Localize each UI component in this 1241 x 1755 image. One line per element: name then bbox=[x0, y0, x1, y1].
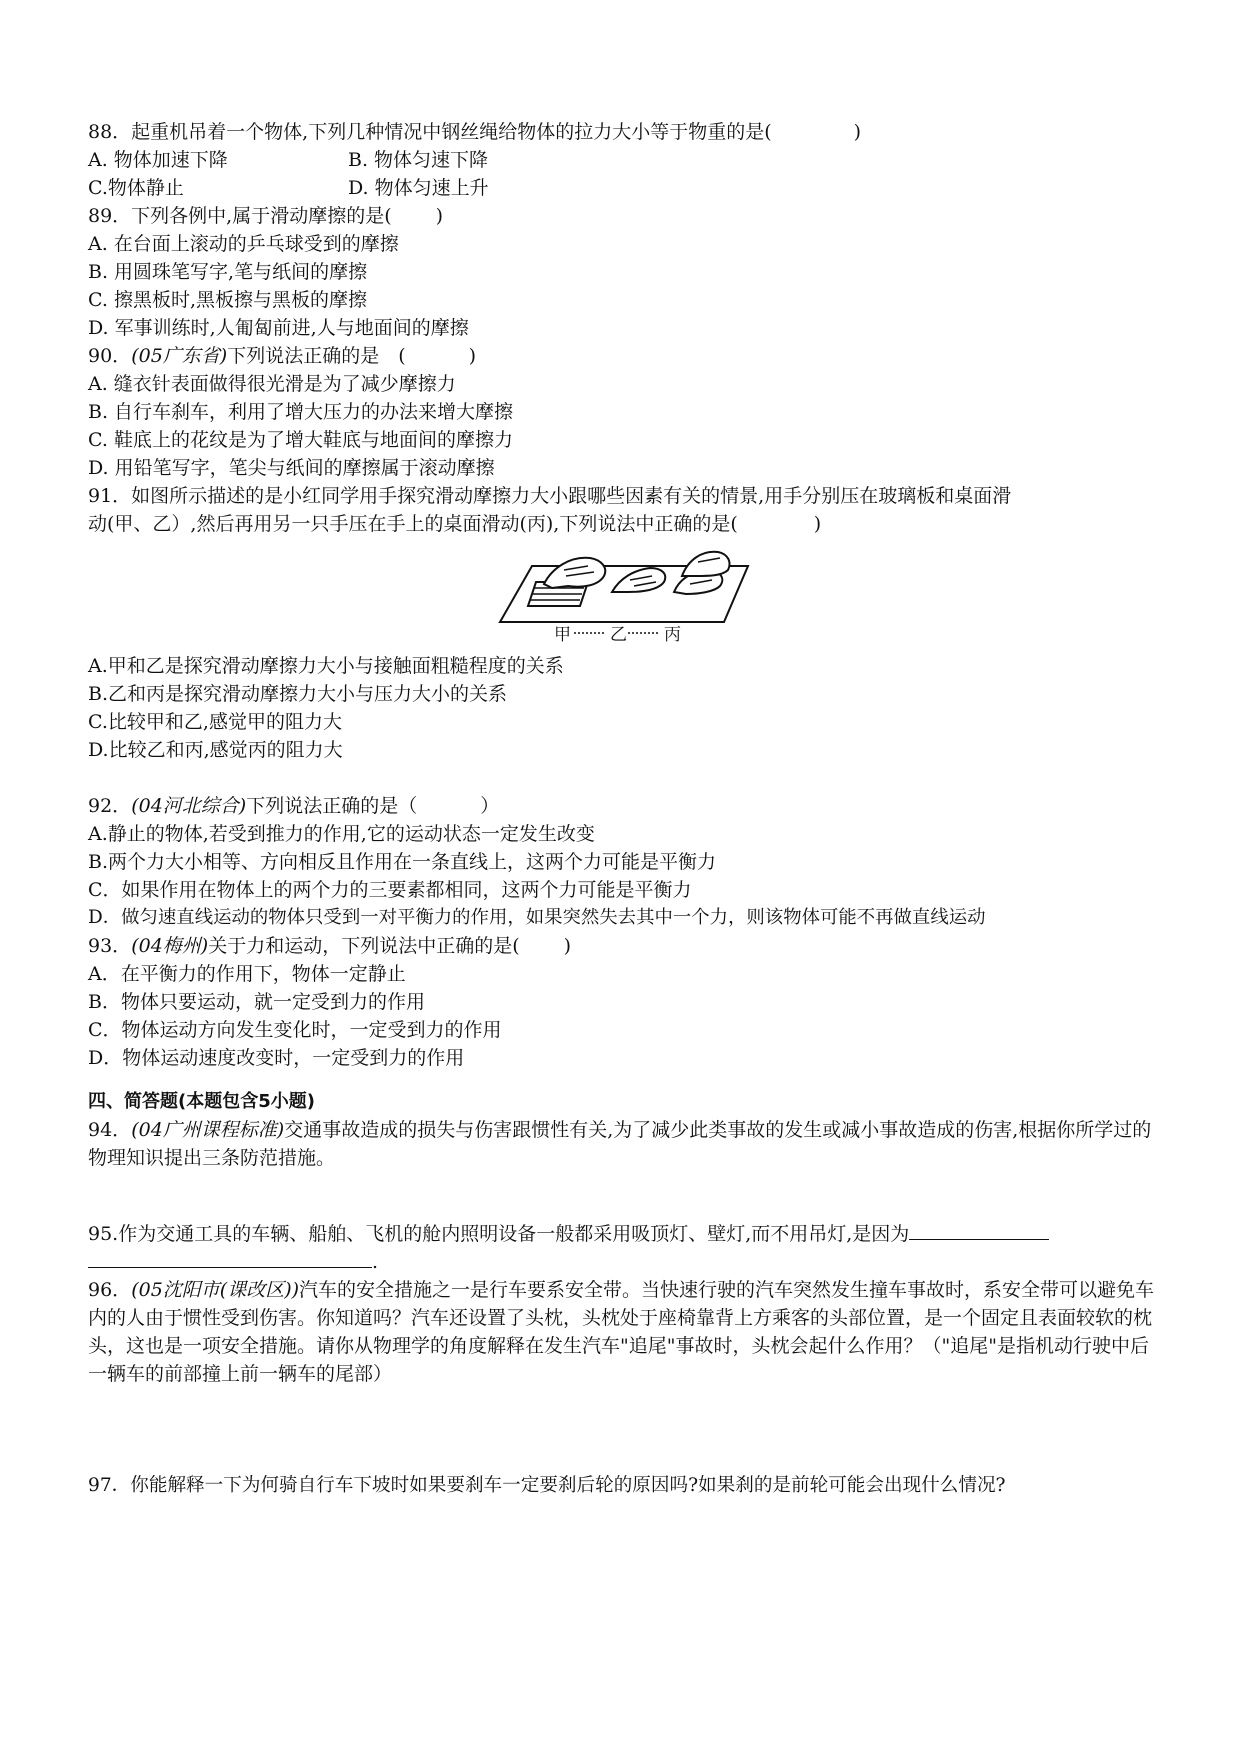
q89-option-d: D. 军事训练时,人匍匐前进,人与地面间的摩擦 bbox=[88, 317, 469, 339]
q94-number: 94． bbox=[88, 1119, 132, 1141]
q96-text: 汽车的安全措施之一是行车要系安全带。当快速行驶的汽车突然发生撞车事故时，系安全带可以避免车内的人由于惯性受到伤害。你知道吗？汽车还设置了头枕，头枕处于座椅靠背上方乘客的头部位置，是一个固定且表面较软的枕头，这也是一项安全措施。请你从物理学的角度解释在发生汽车"追尾"事故时，头枕会起什么作用？（"追尾"是指机动行驶中后一辆车的前部撞上前一辆车的尾部） bbox=[88, 1279, 1155, 1385]
q88-options-row2 bbox=[88, 174, 1158, 202]
q89-option-c: C. 擦黑板时,黑板擦与黑板的摩擦 bbox=[88, 289, 367, 311]
q92-number: 92． bbox=[88, 795, 132, 817]
q90-option-a: A. 缝衣针表面做得很光滑是为了减少摩擦力 bbox=[88, 373, 456, 395]
q93-option-c: C．物体运动方向发生变化时，一定受到力的作用 bbox=[88, 1019, 502, 1041]
q94-question bbox=[88, 1116, 1158, 1172]
q89-stem: 89．下列各例中,属于滑动摩擦的是( ) bbox=[88, 205, 444, 227]
q96-question bbox=[88, 1276, 1158, 1388]
q95-end: . bbox=[372, 1251, 379, 1273]
section-heading: 四、简答题(本题包含5小题) bbox=[88, 1091, 315, 1112]
q90-source: (05广东省) bbox=[131, 345, 228, 367]
q92-stem: 下列说法正确的是（ ） bbox=[246, 795, 500, 817]
q91-stem-line1: 91．如图所示描述的是小红同学用手探究滑动摩擦力大小跟哪些因素有关的情景,用手分别压在玻璃板和桌面滑 bbox=[88, 485, 1012, 507]
q92-option-d: D．做匀速直线运动的物体只受到一对平衡力的作用，如果突然失去其中一个力，则该物体可能不再做直线运动 bbox=[88, 907, 986, 928]
q93-source: (04梅州) bbox=[131, 935, 209, 957]
q90-stem-line bbox=[88, 342, 1158, 370]
q95-answer-blank[interactable] bbox=[909, 1221, 1049, 1240]
q95-text: 95.作为交通工具的车辆、船舶、飞机的舱内照明设备一般都采用吸顶灯、壁灯,而不用吊灯,是因为 bbox=[88, 1223, 910, 1245]
q95-question-line2 bbox=[88, 1248, 1158, 1276]
q92-option-c: C．如果作用在物体上的两个力的三要素都相同，这两个力可能是平衡力 bbox=[88, 879, 692, 901]
spacer bbox=[88, 764, 1158, 792]
q89-option-b: B. 用圆珠笔写字,笔与纸间的摩擦 bbox=[88, 261, 368, 283]
worksheet-content bbox=[88, 118, 1158, 1500]
q90-option-c: C. 鞋底上的花纹是为了增大鞋底与地面间的摩擦力 bbox=[88, 429, 513, 451]
q93-option-d: D．物体运动速度改变时，一定受到力的作用 bbox=[88, 1047, 465, 1069]
q90-option-b: B. 自行车刹车，利用了增大压力的办法来增大摩擦 bbox=[88, 401, 514, 423]
spacer bbox=[88, 1172, 1158, 1220]
q92-stem-line bbox=[88, 792, 1158, 820]
q93-stem-line bbox=[88, 932, 1158, 960]
q91-option-d: D.比较乙和丙,感觉丙的阻力大 bbox=[88, 739, 343, 761]
q92-source: (04河北综合) bbox=[131, 795, 247, 817]
q96-source: (05沈阳市(课改区)) bbox=[131, 1279, 300, 1301]
q91-option-c: C.比较甲和乙,感觉甲的阻力大 bbox=[88, 711, 342, 733]
q88-option-d: D. 物体匀速上升 bbox=[348, 177, 489, 199]
q94-text: 交通事故造成的损失与伤害跟惯性有关,为了减少此类事故的发生或减小事故造成的伤害,根据你所学过的物理知识提出三条防范措施。 bbox=[88, 1119, 1152, 1169]
q88-options-row1 bbox=[88, 146, 1158, 174]
figure-label-yi: 乙 bbox=[610, 625, 627, 644]
q89-option-a: A. 在台面上滚动的乒乓球受到的摩擦 bbox=[88, 233, 399, 255]
q96-number: 96． bbox=[88, 1279, 132, 1301]
friction-experiment-illustration bbox=[492, 544, 752, 644]
q91-figure bbox=[88, 544, 1158, 646]
q90-number: 90． bbox=[88, 345, 132, 367]
spacer bbox=[88, 1388, 1158, 1472]
q88-stem: 88．起重机吊着一个物体,下列几种情况中钢丝绳给物体的拉力大小等于物重的是( ) bbox=[88, 121, 862, 143]
q95-answer-blank-continued[interactable] bbox=[88, 1249, 372, 1268]
q90-option-d: D. 用铅笔写字，笔尖与纸间的摩擦属于滚动摩擦 bbox=[88, 457, 495, 479]
q93-option-b: B．物体只要运动，就一定受到力的作用 bbox=[88, 991, 425, 1013]
q91-option-a: A.甲和乙是探究滑动摩擦力大小与接触面粗糙程度的关系 bbox=[88, 655, 564, 677]
q97-question: 97．你能解释一下为何骑自行车下坡时如果要刹车一定要刹后轮的原因吗?如果刹的是前轮可能会出现什么情况? bbox=[88, 1475, 1006, 1496]
q91-stem-line2: 动(甲、乙）,然后再用另一只手压在手上的桌面滑动(丙),下列说法中正确的是( ) bbox=[88, 513, 822, 535]
q90-stem: 下列说法正确的是 ( ) bbox=[227, 345, 477, 367]
q88-option-a: A. 物体加速下降 bbox=[88, 149, 228, 171]
q93-stem: 关于力和运动，下列说法中正确的是( ) bbox=[208, 935, 572, 957]
figure-label-jia: 甲 bbox=[554, 625, 571, 644]
q94-source: (04广州课程标准) bbox=[131, 1119, 285, 1141]
q91-option-b: B.乙和丙是探究滑动摩擦力大小与压力大小的关系 bbox=[88, 683, 508, 705]
q88-option-b: B. 物体匀速下降 bbox=[348, 149, 489, 171]
q92-option-b: B.两个力大小相等、方向相反且作用在一条直线上，这两个力可能是平衡力 bbox=[88, 851, 717, 873]
q92-option-a: A.静止的物体,若受到推力的作用,它的运动状态一定发生改变 bbox=[88, 823, 595, 845]
q93-option-a: A．在平衡力的作用下，物体一定静止 bbox=[88, 963, 406, 985]
figure-label-bing: 丙 bbox=[664, 625, 681, 644]
q95-question-line1 bbox=[88, 1220, 1158, 1248]
q88-option-c: C.物体静止 bbox=[88, 177, 184, 199]
q93-number: 93． bbox=[88, 935, 132, 957]
